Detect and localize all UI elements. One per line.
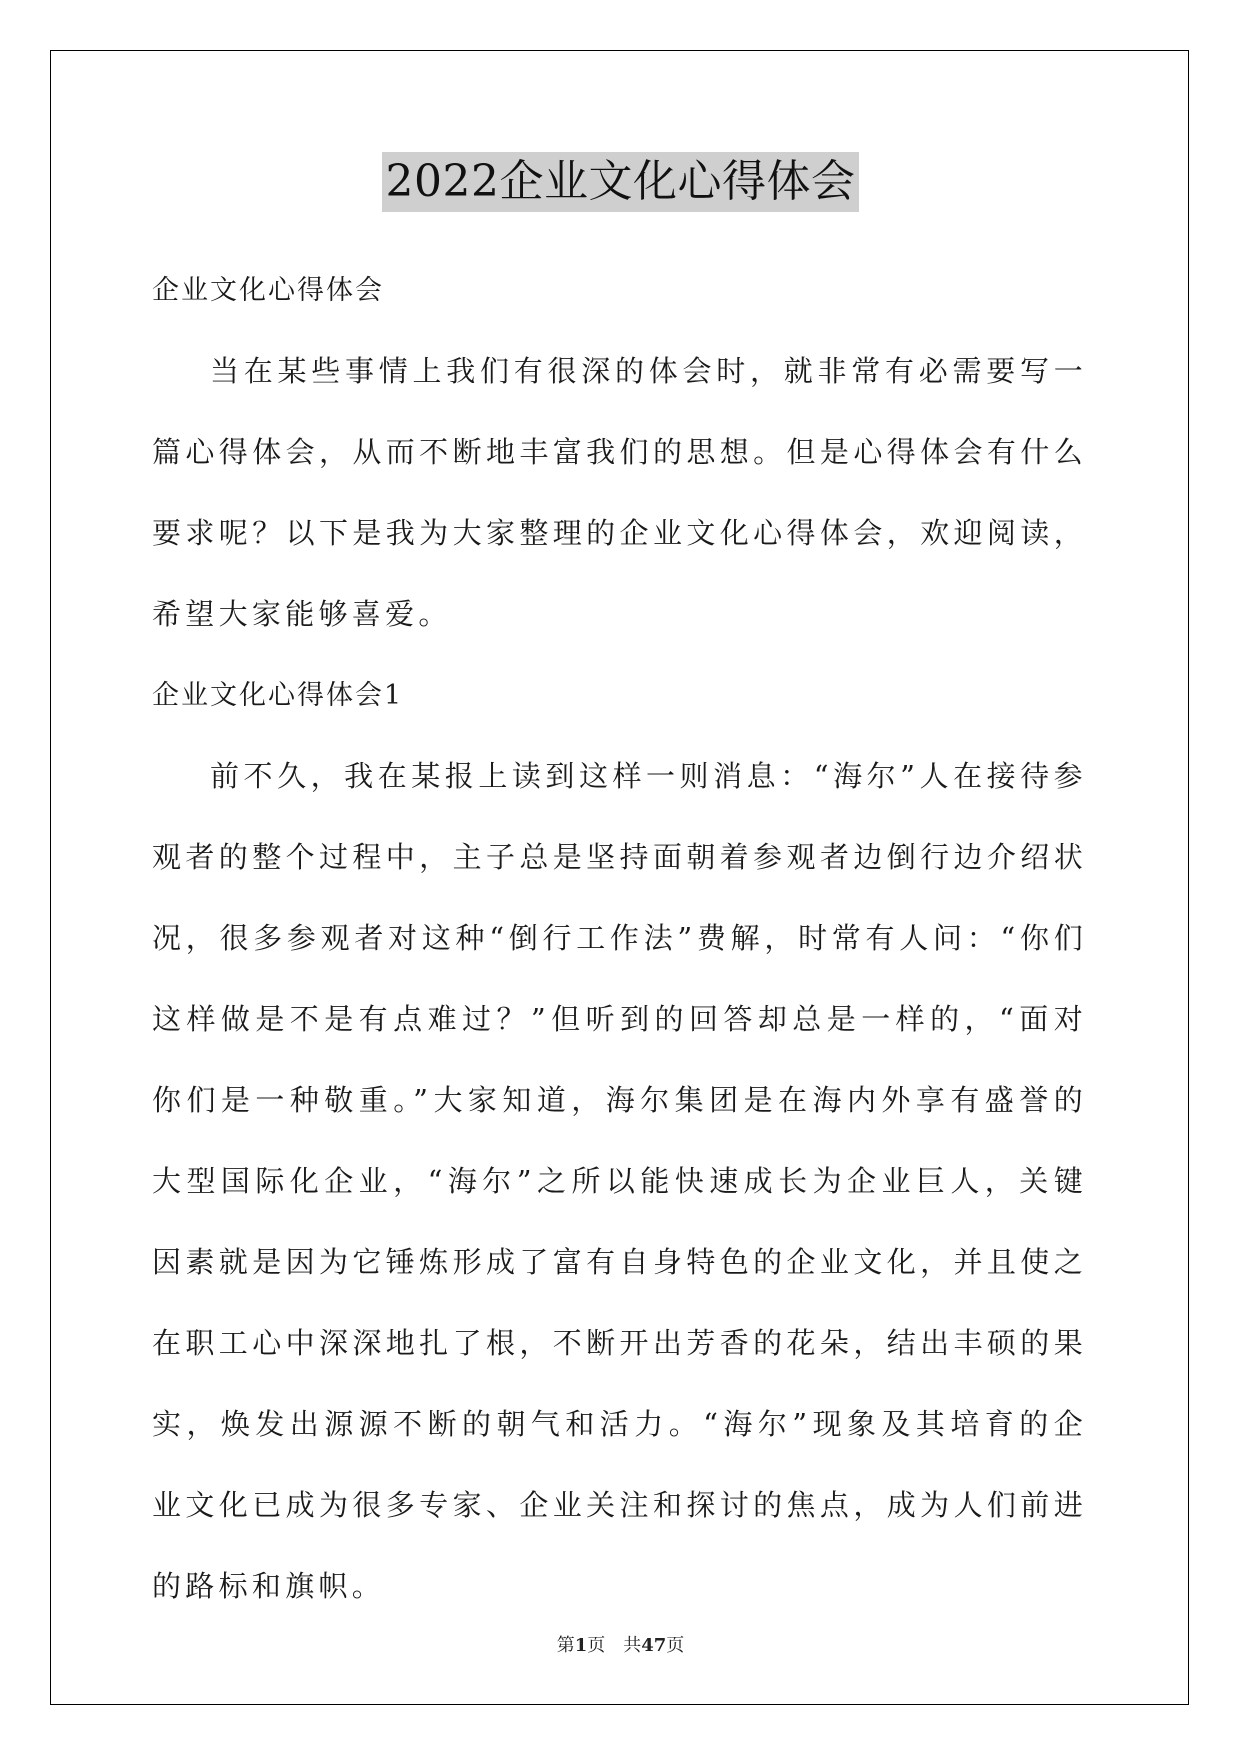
document-title: 2022企业文化心得体会 — [382, 152, 860, 212]
footer-page-prefix: 第 — [556, 1635, 575, 1656]
section1-heading: 企业文化心得体会1 — [152, 680, 404, 711]
page-footer — [0, 1631, 1241, 1657]
footer-page-current: 1 — [574, 1635, 588, 1656]
section1-paragraph: 前不久，我在某报上读到这样一则消息：“海尔”人在接待参观者的整个过程中，主子总是坚持面朝着参观者边倒行边介绍状况，很多参观者对这种“倒行工作法”费解，时常有人问：“你们这样做是不是有点难过？”但听到的回答却总是一样的，“面对你们是一种敬重。”大家知道，海尔集团是在海内外享有盛誉的大型国际化企业，“海尔”之所以能快速成长为企业巨人，关键因素就是因为它锤炼形成了富有自身特色的企业文化，并且使之在职工心中深深地扎了根，不断开出芳香的花朵，结出丰硕的果实，焕发出源源不断的朝气和活力。“海尔”现象及其培育的企业文化已成为很多专家、企业关注和探讨的焦点，成为人们前进的路标和旗帜。 — [152, 759, 1087, 1603]
footer-page-mid: 页 共 — [587, 1635, 642, 1656]
intro-paragraph: 当在某些事情上我们有很深的体会时，就非常有必需要写一篇心得体会，从而不断地丰富我们的思想。但是心得体会有什么要求呢？以下是我为大家整理的企业文化心得体会，欢迎阅读，希望大家能够喜爱。 — [152, 354, 1087, 631]
footer-page-suffix: 页 — [666, 1635, 685, 1656]
footer-page-total: 47 — [641, 1635, 667, 1656]
intro-heading: 企业文化心得体会 — [152, 275, 384, 306]
title-container — [0, 152, 1241, 212]
document-body — [152, 250, 1087, 1627]
